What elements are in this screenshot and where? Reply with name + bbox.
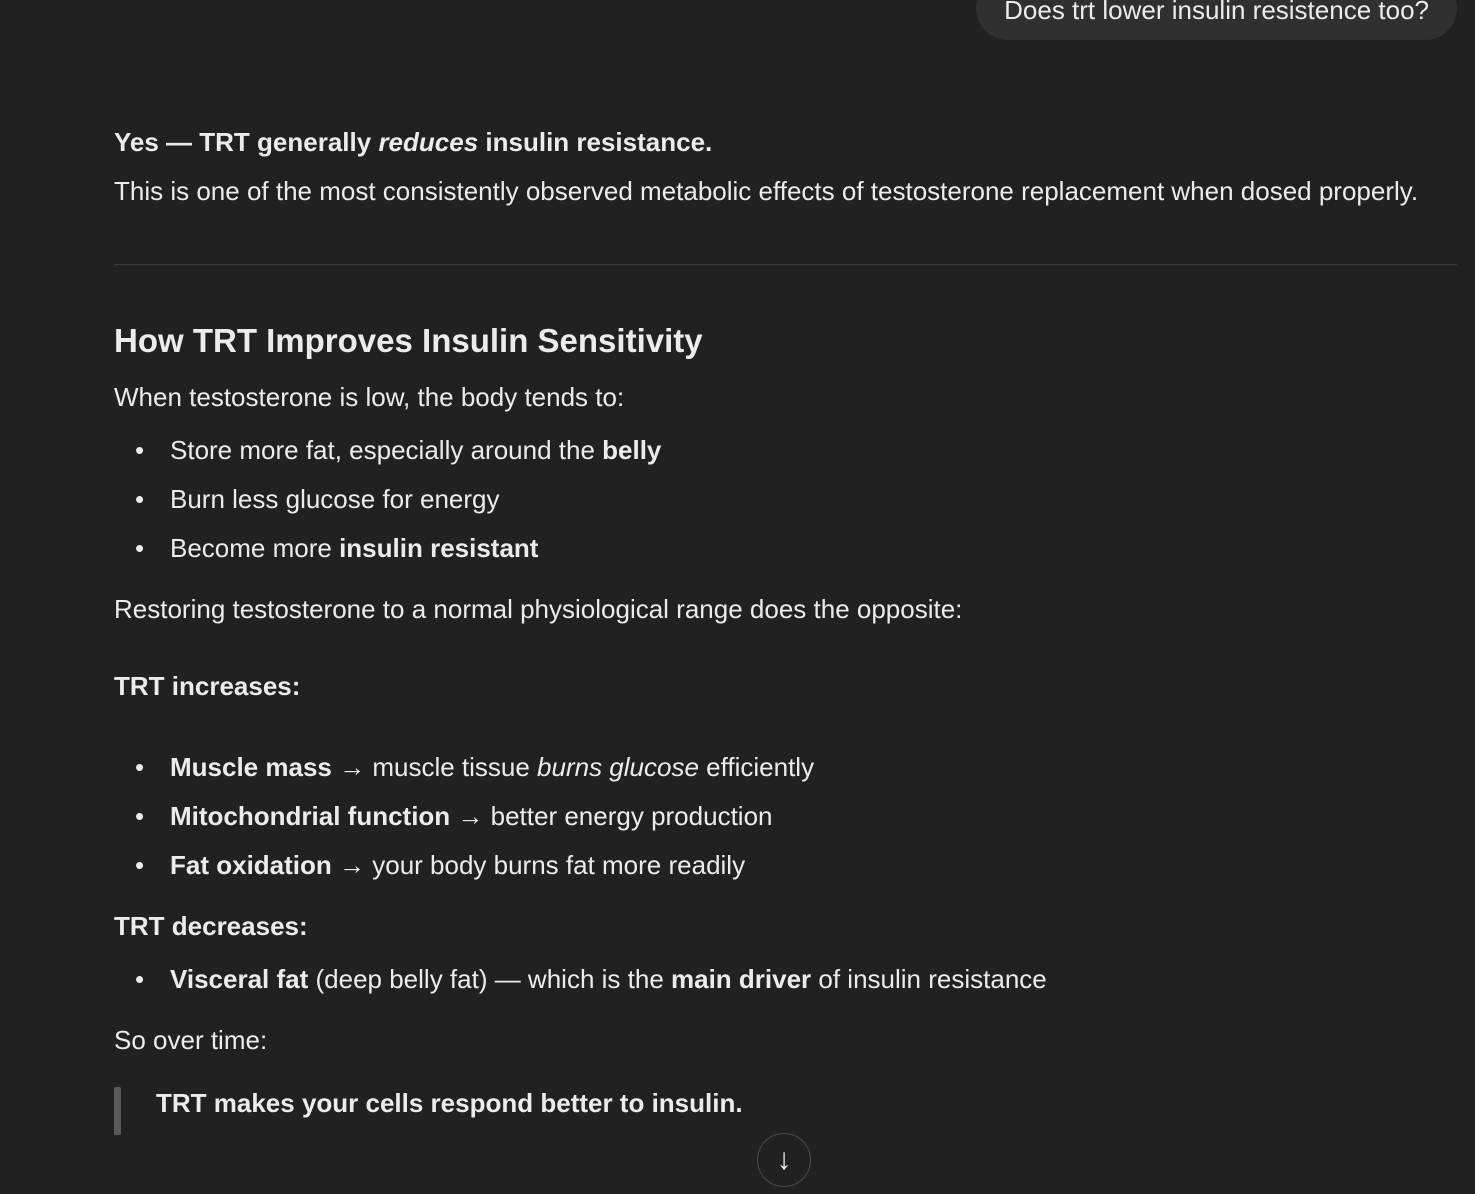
decreases-label: TRT decreases: bbox=[114, 911, 308, 941]
list-item: • Visceral fat (deep belly fat) — which is the main driver of insulin resistance bbox=[135, 964, 1047, 994]
list-item: • Fat oxidation → your body burns fat more readily bbox=[135, 850, 746, 880]
increases-list bbox=[114, 743, 1457, 890]
blockquote-bar bbox=[114, 1087, 121, 1135]
list-item: • Mitochondrial function → better energy production bbox=[135, 801, 773, 831]
list-item: • Become more insulin resistant bbox=[135, 533, 539, 563]
answer-intro-headline: Yes — TRT generally reduces insulin resistance. bbox=[114, 127, 713, 157]
list-item: • Store more fat, especially around the belly bbox=[135, 435, 662, 465]
increases-label: TRT increases: bbox=[114, 671, 301, 701]
list-item: • Muscle mass → muscle tissue burns glucose efficiently bbox=[135, 752, 815, 782]
scroll-to-bottom-button[interactable] bbox=[757, 1133, 811, 1187]
answer-intro-text: This is one of the most consistently observed metabolic effects of testosterone replacement when dosed properly. bbox=[114, 176, 1419, 206]
arrow-down-icon: ↓ bbox=[776, 1143, 792, 1176]
section-heading: How TRT Improves Insulin Sensitivity bbox=[114, 322, 703, 359]
blockquote-text: TRT makes your cells respond better to insulin. bbox=[156, 1088, 743, 1118]
user-message-bubble bbox=[976, 0, 1457, 40]
assistant-response bbox=[114, 118, 1457, 1128]
list-item: • Burn less glucose for energy bbox=[135, 484, 500, 514]
user-message-text: Does trt lower insulin resistence too? bbox=[1004, 0, 1429, 25]
decreases-list bbox=[114, 955, 1457, 1004]
section-divider bbox=[114, 264, 1457, 265]
blockquote bbox=[114, 1079, 1457, 1128]
low-t-intro: When testosterone is low, the body tends to: bbox=[114, 382, 625, 412]
restoring-text: Restoring testosterone to a normal physiological range does the opposite: bbox=[114, 594, 963, 624]
low-t-list bbox=[114, 426, 1457, 573]
over-time-text: So over time: bbox=[114, 1025, 268, 1055]
